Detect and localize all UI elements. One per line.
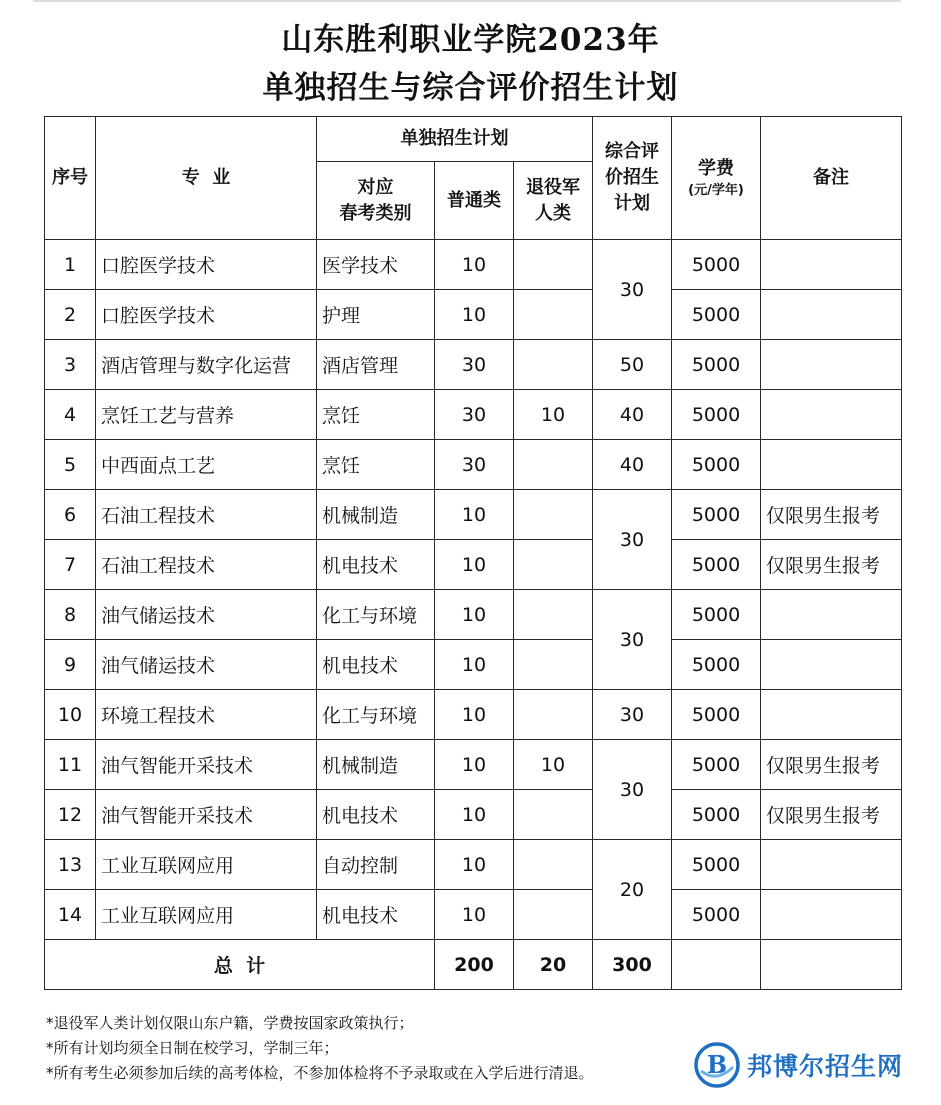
cell-regular: 10 xyxy=(435,740,514,790)
cell-remark xyxy=(761,840,902,890)
header-fee-unit: (元/学年) xyxy=(688,183,744,198)
cell-category: 烹饪 xyxy=(317,390,435,440)
logo-letter: B xyxy=(706,1050,728,1079)
cell-seq: 6 xyxy=(45,490,96,540)
page-title-line2: 单独招生与综合评价招生计划 xyxy=(262,70,679,106)
table-footer xyxy=(45,940,902,990)
cell-major: 油气储运技术 xyxy=(96,640,317,690)
cell-seq: 3 xyxy=(45,340,96,390)
cell-major: 口腔医学技术 xyxy=(96,290,317,340)
header-fee-label: 学费 xyxy=(698,158,734,179)
table-row xyxy=(45,340,902,390)
table-row xyxy=(45,540,902,590)
cell-remark xyxy=(761,690,902,740)
notes xyxy=(46,1011,594,1086)
cell-regular: 10 xyxy=(435,790,514,840)
bangboer-logo-icon xyxy=(693,1041,741,1089)
cell-veteran xyxy=(514,240,593,290)
cell-veteran xyxy=(514,490,593,540)
cell-regular: 10 xyxy=(435,590,514,640)
note-line: *退役军人类计划仅限山东户籍，学费按国家政策执行； xyxy=(46,1014,414,1032)
cell-category: 医学技术 xyxy=(317,240,435,290)
total-comprehensive: 300 xyxy=(593,940,672,990)
header-fee xyxy=(672,117,761,240)
cell-category: 机械制造 xyxy=(317,740,435,790)
table-row xyxy=(45,740,902,790)
cell-regular: 10 xyxy=(435,540,514,590)
cell-veteran xyxy=(514,890,593,940)
cell-fee: 5000 xyxy=(672,490,761,540)
cell-regular: 30 xyxy=(435,390,514,440)
cell-remark xyxy=(761,290,902,340)
cell-category: 化工与环境 xyxy=(317,590,435,640)
cell-remark xyxy=(761,890,902,940)
cell-remark xyxy=(761,590,902,640)
table-row xyxy=(45,690,902,740)
total-row xyxy=(45,940,902,990)
note-line: *所有考生必须参加后续的高考体检，不参加体检将不予录取或在入学后进行清退。 xyxy=(46,1064,594,1082)
cell-veteran xyxy=(514,540,593,590)
cell-seq: 1 xyxy=(45,240,96,290)
admission-plan-table xyxy=(44,116,902,990)
cell-seq: 12 xyxy=(45,790,96,840)
cell-remark: 仅限男生报考 xyxy=(761,490,902,540)
cell-veteran xyxy=(514,790,593,840)
cell-comprehensive: 30 xyxy=(593,590,672,690)
cell-major: 工业互联网应用 xyxy=(96,840,317,890)
cell-fee: 5000 xyxy=(672,890,761,940)
table-row xyxy=(45,590,902,640)
cell-fee: 5000 xyxy=(672,790,761,840)
cell-category: 护理 xyxy=(317,290,435,340)
cell-category: 自动控制 xyxy=(317,840,435,890)
cell-seq: 10 xyxy=(45,690,96,740)
cell-category: 酒店管理 xyxy=(317,340,435,390)
cell-remark xyxy=(761,390,902,440)
table-header xyxy=(45,117,902,240)
cell-major: 烹饪工艺与营养 xyxy=(96,390,317,440)
cell-regular: 10 xyxy=(435,240,514,290)
cell-category: 机电技术 xyxy=(317,890,435,940)
cell-regular: 10 xyxy=(435,490,514,540)
cell-comprehensive: 40 xyxy=(593,390,672,440)
cell-remark: 仅限男生报考 xyxy=(761,740,902,790)
cell-veteran xyxy=(514,440,593,490)
table-row xyxy=(45,390,902,440)
watermark xyxy=(693,1040,933,1090)
cell-fee: 5000 xyxy=(672,340,761,390)
cell-fee: 5000 xyxy=(672,840,761,890)
cell-category: 机电技术 xyxy=(317,640,435,690)
cell-comprehensive: 30 xyxy=(593,690,672,740)
cell-regular: 30 xyxy=(435,440,514,490)
cell-seq: 4 xyxy=(45,390,96,440)
cell-remark xyxy=(761,340,902,390)
page-title-line1: 山东胜利职业学院2023年 xyxy=(281,22,660,58)
cell-comprehensive: 20 xyxy=(593,840,672,940)
cell-regular: 10 xyxy=(435,290,514,340)
cell-category: 机电技术 xyxy=(317,790,435,840)
cell-comprehensive: 30 xyxy=(593,490,672,590)
cell-regular: 10 xyxy=(435,840,514,890)
cell-category: 机械制造 xyxy=(317,490,435,540)
top-divider xyxy=(33,0,901,2)
total-regular: 200 xyxy=(435,940,514,990)
table-row xyxy=(45,640,902,690)
cell-regular: 10 xyxy=(435,640,514,690)
header-comprehensive: 综合评 价招生 计划 xyxy=(593,117,672,240)
cell-comprehensive: 40 xyxy=(593,440,672,490)
cell-category: 化工与环境 xyxy=(317,690,435,740)
header-category: 对应 春考类别 xyxy=(317,162,435,240)
cell-seq: 13 xyxy=(45,840,96,890)
cell-comprehensive: 30 xyxy=(593,240,672,340)
cell-seq: 9 xyxy=(45,640,96,690)
table-row xyxy=(45,890,902,940)
cell-seq: 2 xyxy=(45,290,96,340)
note-line: *所有计划均须全日制在校学习，学制三年； xyxy=(46,1039,339,1057)
table-row xyxy=(45,840,902,890)
total-remark xyxy=(761,940,902,990)
cell-seq: 5 xyxy=(45,440,96,490)
watermark-text: 邦博尔招生网 xyxy=(747,1052,904,1081)
cell-major: 油气储运技术 xyxy=(96,590,317,640)
cell-remark: 仅限男生报考 xyxy=(761,790,902,840)
cell-fee: 5000 xyxy=(672,240,761,290)
cell-regular: 10 xyxy=(435,690,514,740)
cell-fee: 5000 xyxy=(672,540,761,590)
header-regular: 普通类 xyxy=(435,162,514,240)
cell-category: 烹饪 xyxy=(317,440,435,490)
cell-major: 石油工程技术 xyxy=(96,490,317,540)
header-major: 专 业 xyxy=(96,117,317,240)
header-separate-plan: 单独招生计划 xyxy=(317,117,593,162)
cell-major: 工业互联网应用 xyxy=(96,890,317,940)
table-row xyxy=(45,440,902,490)
cell-comprehensive: 30 xyxy=(593,740,672,840)
header-veteran: 退役军 人类 xyxy=(514,162,593,240)
total-fee xyxy=(672,940,761,990)
cell-fee: 5000 xyxy=(672,640,761,690)
cell-seq: 14 xyxy=(45,890,96,940)
cell-remark xyxy=(761,640,902,690)
cell-major: 中西面点工艺 xyxy=(96,440,317,490)
cell-fee: 5000 xyxy=(672,740,761,790)
cell-veteran xyxy=(514,290,593,340)
table-row xyxy=(45,290,902,340)
cell-remark xyxy=(761,240,902,290)
cell-regular: 30 xyxy=(435,340,514,390)
cell-regular: 10 xyxy=(435,890,514,940)
cell-veteran: 10 xyxy=(514,390,593,440)
cell-veteran: 10 xyxy=(514,740,593,790)
cell-comprehensive: 50 xyxy=(593,340,672,390)
cell-veteran xyxy=(514,340,593,390)
total-veteran: 20 xyxy=(514,940,593,990)
cell-veteran xyxy=(514,690,593,740)
cell-major: 口腔医学技术 xyxy=(96,240,317,290)
cell-remark: 仅限男生报考 xyxy=(761,540,902,590)
cell-veteran xyxy=(514,640,593,690)
cell-seq: 8 xyxy=(45,590,96,640)
cell-major: 酒店管理与数字化运营 xyxy=(96,340,317,390)
cell-fee: 5000 xyxy=(672,440,761,490)
cell-category: 机电技术 xyxy=(317,540,435,590)
total-label: 总 计 xyxy=(45,940,435,990)
header-seq: 序号 xyxy=(45,117,96,240)
cell-veteran xyxy=(514,840,593,890)
table-row xyxy=(45,240,902,290)
table-row xyxy=(45,490,902,540)
table-row xyxy=(45,790,902,840)
cell-veteran xyxy=(514,590,593,640)
cell-major: 石油工程技术 xyxy=(96,540,317,590)
cell-major: 环境工程技术 xyxy=(96,690,317,740)
cell-fee: 5000 xyxy=(672,390,761,440)
cell-fee: 5000 xyxy=(672,290,761,340)
header-remark: 备注 xyxy=(761,117,902,240)
table-body xyxy=(45,240,902,940)
cell-seq: 7 xyxy=(45,540,96,590)
cell-seq: 11 xyxy=(45,740,96,790)
cell-fee: 5000 xyxy=(672,590,761,640)
cell-major: 油气智能开采技术 xyxy=(96,740,317,790)
cell-major: 油气智能开采技术 xyxy=(96,790,317,840)
cell-fee: 5000 xyxy=(672,690,761,740)
cell-remark xyxy=(761,440,902,490)
